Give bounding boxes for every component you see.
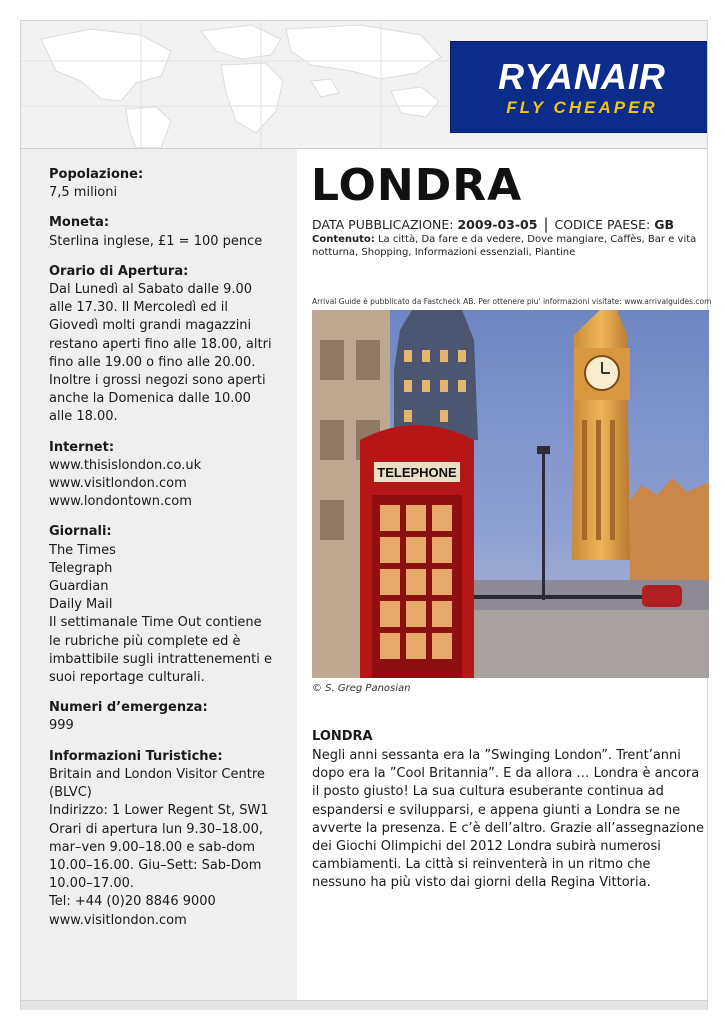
- photo-credit: © S. Greg Panosian: [312, 683, 411, 694]
- sidebar-section-line: imbattibile sugli intrattenementi e: [49, 651, 272, 667]
- sidebar-section-line: alle 17.30. Il Mercoledì ed il: [49, 300, 228, 316]
- intro-paragraph: Negli anni sessanta era la ”Swinging London”. Trent’anni dopo era la ”Cool Britannia”. E da allora … Londra è ancora il posto giusto! La sua cultura esuberante continua ad espandersi e svilupparsi, e appena giunti a Londra se ne avverte la presenza. E c’è dell’altro. Grazie all’assegnazione dei Giochi Olimpichi del 2012 Londra subirà numerosi cambiamenti. La città si reinventerà in un ritmo che nessuno ha più visto dai giorni della Regina Vittoria.: [312, 748, 704, 891]
- sidebar-section-line: le rubriche più complete ed è: [49, 633, 241, 649]
- section-title: LONDRA: [312, 729, 373, 744]
- sidebar-facts-list: [49, 166, 289, 942]
- sidebar-facts: [21, 149, 297, 1000]
- sidebar-section-line: alle 18.00.: [49, 409, 118, 425]
- sidebar-section: [49, 699, 289, 735]
- sidebar-section-line: 7,5 milioni: [49, 185, 118, 201]
- london-scene-image: [312, 310, 709, 678]
- sidebar-section-line: Britain and London Visitor Centre: [49, 766, 265, 782]
- sidebar-section-label: Numeri d’emergenza:: [49, 700, 208, 716]
- date-value: 2009-03-05: [457, 217, 538, 232]
- publication-meta: [312, 215, 674, 233]
- country-label: CODICE PAESE:: [554, 217, 651, 232]
- sidebar-section-line: Dal Lunedì al Sabato dalle 9.00: [49, 282, 253, 298]
- sidebar-section-line: Giovedì molti grandi magazzini: [49, 318, 252, 334]
- contents-label: Contenuto:: [312, 234, 375, 245]
- meta-separator: |: [543, 215, 549, 233]
- sidebar-section-label: Giornali:: [49, 524, 112, 540]
- source-note: Arrival Guide è pubblicato da Fastcheck AB. Per ottenere piu' informazioni visitate: www.arrivalguides.com: [312, 297, 712, 306]
- ryanair-logo: [450, 41, 707, 133]
- sidebar-section-line: (BLVC): [49, 785, 92, 801]
- sidebar-section: [49, 166, 289, 202]
- sidebar-section-line: fino alle 19.00 o fino alle 20.00.: [49, 354, 256, 370]
- sidebar-section-line: Indirizzo: 1 Lower Regent St, SW1: [49, 803, 269, 819]
- sidebar-section: [49, 214, 289, 250]
- sidebar-section-line: 10.00–17.00.: [49, 876, 135, 892]
- sidebar-section: [49, 748, 289, 930]
- sidebar-section-line: www.thisislondon.co.uk: [49, 457, 202, 473]
- sidebar-section-line: www.visitlondon.com: [49, 912, 187, 928]
- telephone-sign: TELEPHONE: [377, 465, 457, 480]
- sidebar-section-line: The Times: [49, 542, 116, 558]
- sidebar-section-line: Daily Mail: [49, 597, 113, 613]
- sidebar-section-label: Popolazione:: [49, 167, 144, 182]
- country-value: GB: [654, 217, 674, 232]
- sidebar-section-line: www.visitlondon.com: [49, 476, 187, 492]
- logo-wordmark: RYANAIR: [498, 56, 666, 97]
- sidebar-section-line: Sterlina inglese, £1 = 100 pence: [49, 233, 263, 249]
- sidebar-section-line: mar–ven 9.00–18.00 e sab-dom: [49, 839, 256, 855]
- sidebar-section: [49, 263, 289, 427]
- date-label: DATA PUBBLICAZIONE:: [312, 217, 454, 232]
- sidebar-section-label: Moneta:: [49, 215, 110, 231]
- header-banner: [21, 21, 707, 149]
- sidebar-section-line: www.londontown.com: [49, 494, 192, 510]
- sidebar-section-line: Il settimanale Time Out contiene: [49, 615, 262, 631]
- sidebar-section-line: restano aperti fino alle 18.00, altri: [49, 336, 272, 352]
- sidebar-section: [49, 523, 289, 687]
- footer-strip: [21, 1000, 707, 1010]
- contents-summary: [312, 234, 707, 259]
- sidebar-section: [49, 439, 289, 512]
- sidebar-section-line: suoi reportage culturali.: [49, 670, 205, 686]
- sidebar-section-line: Orari di apertura lun 9.30–18.00,: [49, 821, 263, 837]
- sidebar-section-line: Guardian: [49, 579, 109, 595]
- sidebar-section-line: Inoltre i grossi negozi sono aperti: [49, 373, 266, 389]
- sidebar-section-line: 999: [49, 718, 74, 734]
- contents-text: La città, Da fare e da vedere, Dove mangiare, Caffès, Bar e vita notturna, Shopping, Informazioni essenziali, Piantine: [312, 234, 697, 258]
- sidebar-section-line: Tel: +44 (0)20 8846 9000: [49, 894, 216, 910]
- sidebar-section-line: anche la Domenica dalle 10.00: [49, 391, 251, 407]
- sidebar-section-label: Internet:: [49, 439, 115, 455]
- logo-tagline: FLY CHEAPER: [506, 98, 658, 117]
- london-photo: [312, 310, 709, 678]
- sidebar-section-label: Informazioni Turistiche:: [49, 748, 223, 764]
- page-title: LONDRA: [311, 160, 523, 211]
- sidebar-section-line: Telegraph: [49, 560, 113, 576]
- sidebar-section-label: Orario di Apertura:: [49, 263, 189, 279]
- sidebar-section-line: 10.00–16.00. Giu–Sett: Sab-Dom: [49, 857, 262, 873]
